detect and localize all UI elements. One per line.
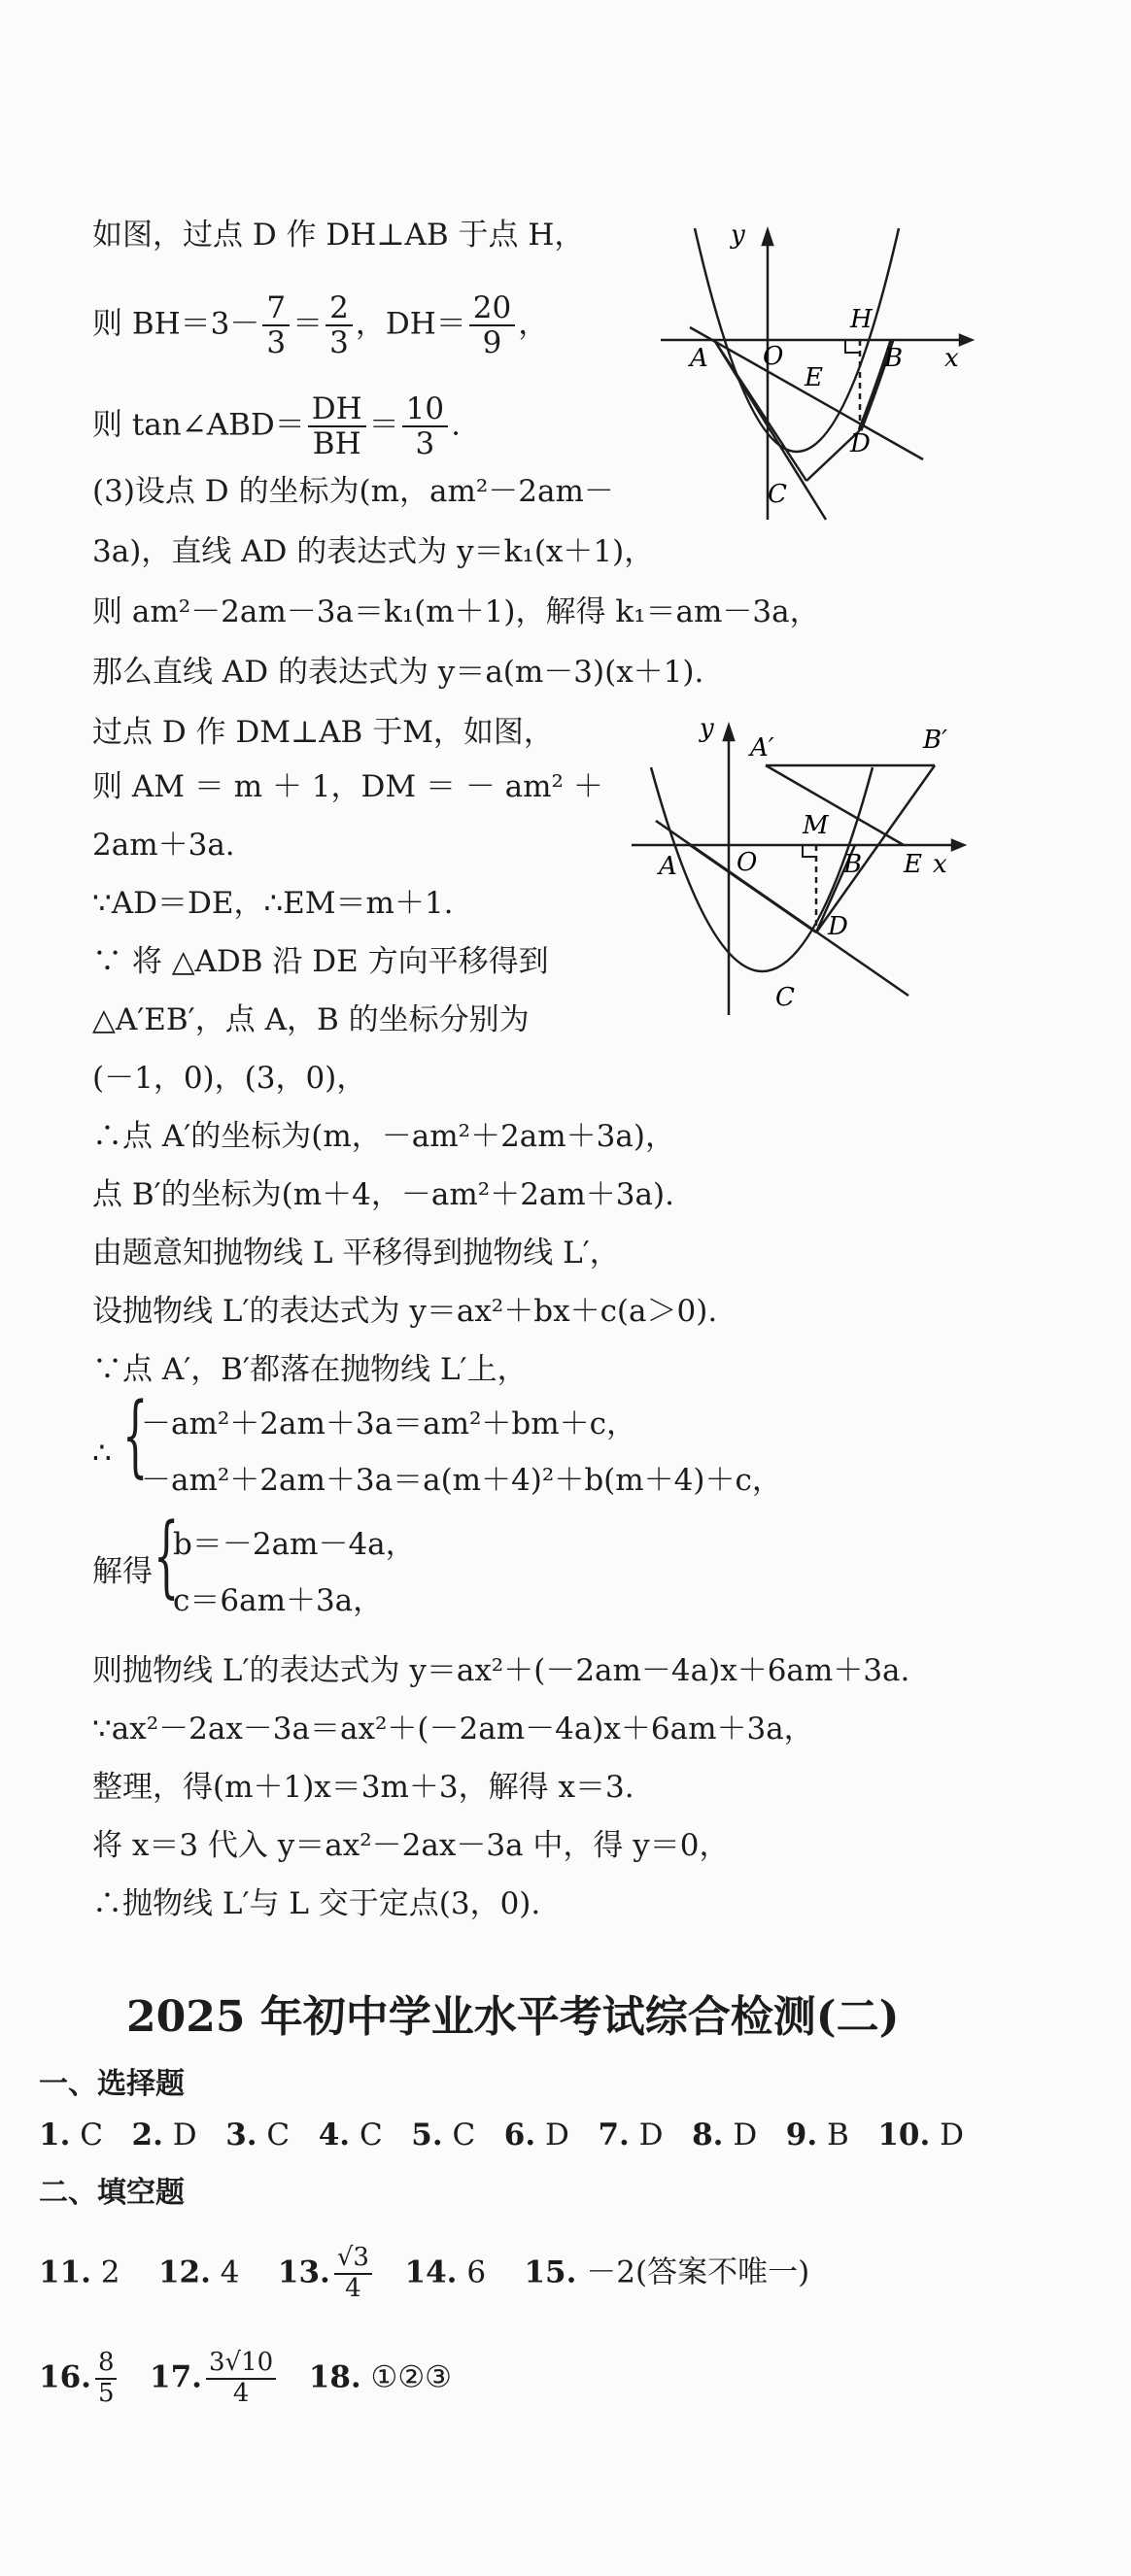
solution-line: ∵ 将 △ADB 沿 DE 方向平移得到 <box>92 944 549 979</box>
point-label-d: D <box>850 429 871 458</box>
point-label-a-prime: A′ <box>750 733 774 763</box>
solution-line: 则 AM ＝ m ＋ 1，DM ＝ － am² ＋ <box>92 769 603 804</box>
point-label-c: C <box>775 983 795 1012</box>
mc-item: 4. C <box>318 2118 383 2152</box>
system-equation: －am²＋2am＋3a＝a(m＋4)²＋b(m＋4)＋c， <box>141 1463 782 1498</box>
fraction: $\frac{7}{3}$ <box>262 291 290 359</box>
point-label-h: H <box>850 305 873 334</box>
mc-item: 2. D <box>131 2118 197 2152</box>
point-label-a: A <box>690 344 708 373</box>
solution-line: ∴抛物线 L′与 L 交于定点(3，0). <box>92 1886 541 1921</box>
left-brace: { <box>122 1383 149 1487</box>
mc-item: 9. B <box>785 2118 849 2152</box>
fraction: $\frac{√3}{4}$ <box>334 2244 372 2304</box>
figure-parabola-1 <box>651 219 981 529</box>
solution-line: 点 B′的坐标为(m＋4，－am²＋2am＋3a). <box>92 1177 674 1212</box>
y-axis-arrow <box>763 230 772 245</box>
fraction: $\frac{2}{3}$ <box>326 291 353 359</box>
x-axis-arrow <box>960 335 972 345</box>
point-label-d: D <box>828 912 848 941</box>
mc-item: 5. C <box>411 2118 476 2152</box>
mc-item: 10. D <box>877 2118 964 2152</box>
fill-answers-row2: 16. $\frac{8}{5}$ 17. $\frac{3√10}{4}$ 18. ①②③ <box>39 2348 452 2408</box>
solution-line: ∵点 A′，B′都落在抛物线 L′上， <box>92 1352 528 1387</box>
axis-label-y: y <box>700 714 714 743</box>
axis-label-x: x <box>944 344 959 373</box>
solution-line: ∵AD＝DE，∴EM＝m＋1. <box>92 886 454 921</box>
therefore-symbol: ∴ <box>92 1436 112 1471</box>
right-angle-mark <box>845 340 860 353</box>
right-angle-mark <box>803 845 816 857</box>
solve-label: 解得 <box>92 1554 153 1589</box>
point-label-e: E <box>904 850 922 879</box>
solution-line: 则抛物线 L′的表达式为 y＝ax²＋(－2am－4a)x＋6am＋3a. <box>92 1653 910 1688</box>
system-equation: b＝－2am－4a， <box>173 1527 416 1562</box>
axis-label-x: x <box>933 850 947 879</box>
point-label-m: M <box>803 811 829 840</box>
mc-answers <box>39 2116 964 2154</box>
solution-line: 如图，过点 D 作 DH⊥AB 于点 H， <box>92 218 585 253</box>
solution-line: 2am＋3a. <box>92 828 235 863</box>
fraction: $\frac{10}{3}$ <box>402 392 448 460</box>
fraction: $\frac{20}{9}$ <box>469 291 515 359</box>
solution-line: 整理，得(m＋1)x＝3m＋3，解得 x＝3. <box>92 1770 634 1805</box>
point-label-b-prime: B′ <box>923 726 948 755</box>
y-axis-arrow <box>724 726 734 740</box>
point-label-o: O <box>737 848 758 877</box>
solution-line: 那么直线 AD 的表达式为 y＝a(m－3)(x＋1). <box>92 655 704 690</box>
mc-item: 3. C <box>225 2118 291 2152</box>
segment-a1e <box>766 765 904 845</box>
point-label-e: E <box>805 363 823 392</box>
mc-item: 7. D <box>598 2118 664 2152</box>
point-label-c: C <box>768 480 787 509</box>
section-heading-fill: 二、填空题 <box>39 2176 185 2210</box>
point-label-a: A <box>659 852 677 881</box>
point-label-b: B <box>843 850 863 879</box>
solution-line: 过点 D 作 DM⊥AB 于M，如图， <box>92 715 554 750</box>
fill-answers-row1: 11. 2 12. 4 13. $\frac{√3}{4}$ 14. 6 15. －2(答案不唯一) <box>39 2243 810 2303</box>
solution-line-bh: 则 BH＝3－ $\frac{7}{3}$ ＝ $\frac{2}{3}$ ，DH＝ $\frac{20}{9}$ ， <box>92 290 549 361</box>
solution-line: 则 am²－2am－3a＝k₁(m＋1)，解得 k₁＝am－3a， <box>92 594 820 629</box>
line-de <box>816 765 935 932</box>
solution-line: (－1，0)，(3，0)， <box>92 1061 367 1096</box>
section-heading-choice: 一、选择题 <box>39 2067 185 2101</box>
solution-line: 由题意知抛物线 L 平移得到抛物线 L′， <box>92 1236 620 1271</box>
exam-title: 2025 年初中学业水平考试综合检测(二) <box>126 1992 900 2042</box>
solution-line: 3a)，直线 AD 的表达式为 y＝k₁(x＋1)， <box>92 534 655 569</box>
system-equation: c＝6am＋3a， <box>173 1583 384 1618</box>
point-label-b: B <box>884 344 904 373</box>
system-equation: －am²＋2am＋3a＝am²＋bm＋c， <box>141 1407 637 1441</box>
mc-item: 6. D <box>503 2118 569 2152</box>
solution-line: △A′EB′，点 A，B 的坐标分别为 <box>92 1002 530 1037</box>
solution-line: ∴点 A′的坐标为(m，－am²＋2am＋3a)， <box>92 1119 675 1154</box>
fraction: $\frac{DH}{BH}$ <box>308 392 366 460</box>
fraction: $\frac{3√10}{4}$ <box>206 2349 276 2409</box>
fraction: $\frac{8}{5}$ <box>95 2349 118 2409</box>
mc-item: 8. D <box>692 2118 758 2152</box>
x-axis-arrow <box>952 840 964 850</box>
point-label-o: O <box>763 342 784 371</box>
solution-line: 将 x＝3 代入 y＝ax²－2ax－3a 中，得 y＝0， <box>92 1828 730 1863</box>
axis-label-y: y <box>731 220 745 250</box>
left-brace: { <box>154 1504 180 1608</box>
solution-line: 设抛物线 L′的表达式为 y＝ax²＋bx＋c(a＞0). <box>92 1294 718 1329</box>
solution-line: ∵ax²－2ax－3a＝ax²＋(－2am－4a)x＋6am＋3a， <box>92 1712 814 1746</box>
mc-item: 1. C <box>39 2118 103 2152</box>
figure-parabola-2 <box>622 709 981 1020</box>
line-ad <box>656 821 908 996</box>
solution-line-tan: 则 tan∠ABD＝ $\frac{DH}{BH}$ ＝ $\frac{10}{3}$ . <box>92 391 461 462</box>
solution-line: (3)设点 D 的坐标为(m，am²－2am－ <box>92 474 614 509</box>
